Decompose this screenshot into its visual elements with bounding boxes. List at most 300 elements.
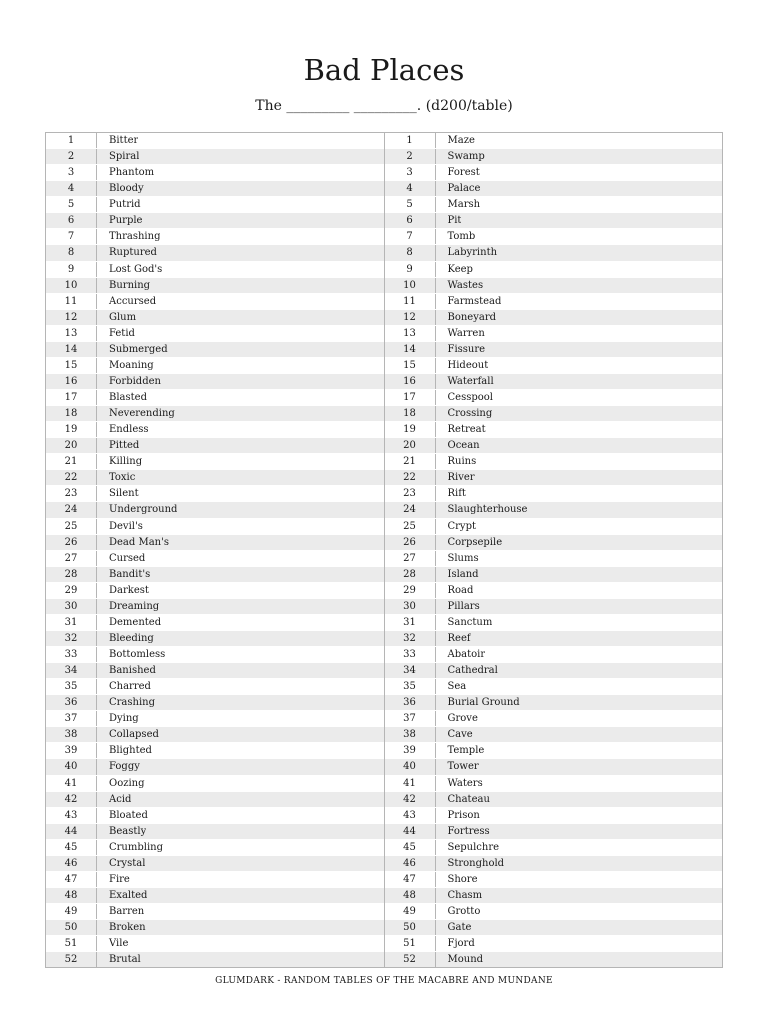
table-row (385, 326, 723, 342)
roll-number: 15 (46, 358, 97, 373)
roll-number: 40 (385, 759, 436, 774)
roll-result: Killing (109, 456, 143, 468)
roll-result: Devil's (109, 520, 143, 532)
roll-number: 22 (385, 470, 436, 485)
roll-number: 29 (46, 583, 97, 598)
roll-number: 42 (46, 792, 97, 807)
table-row (385, 888, 723, 904)
roll-result: Island (447, 568, 479, 580)
roll-number: 23 (46, 486, 97, 501)
roll-number: 11 (46, 294, 97, 309)
table-row (46, 406, 384, 422)
roll-number: 10 (385, 278, 436, 293)
table-row (385, 374, 723, 390)
roll-result: Underground (109, 504, 178, 516)
roll-number: 46 (385, 856, 436, 871)
roll-number: 41 (385, 776, 436, 791)
table-row (385, 936, 723, 952)
roll-result: Forbidden (109, 375, 161, 387)
roll-number: 28 (385, 567, 436, 582)
roll-number: 19 (385, 422, 436, 437)
roll-result: Grove (447, 713, 478, 725)
table-row (385, 904, 723, 920)
table-row (46, 759, 384, 775)
roll-result: Collapsed (109, 729, 159, 741)
roll-result: Lost God's (109, 263, 163, 275)
roll-number: 4 (385, 181, 436, 196)
table-row (46, 727, 384, 743)
roll-number: 26 (46, 535, 97, 550)
roll-number: 38 (385, 727, 436, 742)
roll-number: 17 (385, 390, 436, 405)
table-row (385, 695, 723, 711)
table-row (46, 615, 384, 631)
roll-result: Crumbling (109, 841, 163, 853)
table-row (385, 759, 723, 775)
roll-number: 7 (46, 229, 97, 244)
roll-number: 20 (46, 438, 97, 453)
roll-result: Darkest (109, 584, 149, 596)
roll-result: Cathedral (447, 665, 498, 677)
roll-result: Neverending (109, 408, 175, 420)
roll-result: Retreat (447, 424, 486, 436)
roll-number: 30 (385, 599, 436, 614)
roll-result: Pit (447, 215, 462, 227)
table-row (46, 952, 384, 967)
table-row (385, 856, 723, 872)
table-row (385, 583, 723, 599)
table-row (385, 567, 723, 583)
table-row (385, 278, 723, 294)
roll-result: Mound (447, 954, 484, 966)
roll-number: 1 (385, 133, 436, 148)
roll-result: Brutal (109, 954, 141, 966)
roll-number: 40 (46, 759, 97, 774)
roll-result: River (447, 472, 475, 484)
table-row (46, 567, 384, 583)
table-row (385, 422, 723, 438)
roll-result: Blasted (109, 392, 147, 404)
roll-number: 13 (46, 326, 97, 341)
roll-result: Dead Man's (109, 536, 169, 548)
roll-number: 47 (46, 872, 97, 887)
roll-result: Farmstead (447, 295, 502, 307)
roll-result: Fortress (447, 825, 490, 837)
roll-number: 26 (385, 535, 436, 550)
roll-number: 21 (46, 454, 97, 469)
table-row (46, 181, 384, 197)
roll-result: Oozing (109, 777, 145, 789)
table-row (46, 438, 384, 454)
table-row (46, 262, 384, 278)
roll-result: Stronghold (447, 857, 505, 869)
roll-number: 20 (385, 438, 436, 453)
roll-result: Temple (447, 745, 485, 757)
roll-result: Toxic (109, 472, 136, 484)
roll-result: Waterfall (447, 375, 494, 387)
roll-number: 32 (46, 631, 97, 646)
roll-result: Slaughterhouse (447, 504, 528, 516)
table-row (46, 454, 384, 470)
table-row (385, 502, 723, 518)
roll-result: Bleeding (109, 632, 154, 644)
roll-result: Beastly (109, 825, 147, 837)
table-row (385, 358, 723, 374)
table-row (46, 535, 384, 551)
table-row (385, 213, 723, 229)
roll-result: Maze (447, 135, 475, 147)
roll-result: Palace (447, 183, 481, 195)
table-row (46, 824, 384, 840)
table-row (46, 679, 384, 695)
roll-number: 39 (46, 743, 97, 758)
roll-number: 19 (46, 422, 97, 437)
roll-result: Reef (447, 632, 471, 644)
table-row (385, 535, 723, 551)
roll-result: Ruptured (109, 247, 157, 259)
table-row (46, 165, 384, 181)
roll-number: 31 (385, 615, 436, 630)
roll-number: 43 (385, 808, 436, 823)
roll-result: Ruins (447, 456, 477, 468)
roll-result: Rift (447, 488, 466, 500)
roll-number: 37 (46, 711, 97, 726)
table-row (46, 197, 384, 213)
roll-result: Exalted (109, 889, 148, 901)
roll-result: Accursed (109, 295, 157, 307)
table-row (385, 920, 723, 936)
roll-number: 24 (46, 502, 97, 517)
roll-result: Fire (109, 873, 130, 885)
roll-result: Bottomless (109, 649, 166, 661)
roll-result: Ocean (447, 440, 480, 452)
table-row (385, 952, 723, 967)
table-row (46, 743, 384, 759)
roll-result: Dreaming (109, 600, 160, 612)
roll-number: 41 (46, 776, 97, 791)
roll-number: 24 (385, 502, 436, 517)
roll-result: Purple (109, 215, 143, 227)
roll-number: 2 (46, 149, 97, 164)
roll-number: 48 (385, 888, 436, 903)
table-row (46, 519, 384, 535)
roll-result: Putrid (109, 199, 141, 211)
roll-number: 23 (385, 486, 436, 501)
table-row (46, 342, 384, 358)
roll-number: 45 (385, 840, 436, 855)
roll-result: Silent (109, 488, 139, 500)
table-row (385, 229, 723, 245)
roll-number: 15 (385, 358, 436, 373)
table-row (385, 599, 723, 615)
table-row (385, 165, 723, 181)
roll-number: 51 (46, 936, 97, 951)
table-row (385, 197, 723, 213)
roll-number: 34 (46, 663, 97, 678)
roll-number: 27 (385, 551, 436, 566)
table-row (385, 454, 723, 470)
table-row (46, 840, 384, 856)
roll-number: 47 (385, 872, 436, 887)
roll-result: Crypt (447, 520, 477, 532)
roll-number: 17 (46, 390, 97, 405)
roll-number: 34 (385, 663, 436, 678)
roll-number: 45 (46, 840, 97, 855)
roll-number: 10 (46, 278, 97, 293)
table-row (46, 422, 384, 438)
table-row (46, 486, 384, 502)
table-row (385, 390, 723, 406)
roll-result: Vile (109, 938, 129, 950)
roll-result: Charred (109, 681, 151, 693)
roll-number: 42 (385, 792, 436, 807)
roll-number: 18 (385, 406, 436, 421)
roll-result: Hideout (447, 359, 489, 371)
roll-number: 43 (46, 808, 97, 823)
roll-number: 33 (46, 647, 97, 662)
roll-number: 13 (385, 326, 436, 341)
roll-result: Broken (109, 922, 146, 934)
roll-result: Sepulchre (447, 841, 500, 853)
table-row (385, 840, 723, 856)
roll-result: Thrashing (109, 231, 161, 243)
table-row (46, 920, 384, 936)
roll-result: Marsh (447, 199, 481, 211)
table-row (385, 149, 723, 165)
roll-number: 49 (46, 904, 97, 919)
roll-result: Warren (447, 327, 485, 339)
table-row (385, 631, 723, 647)
roll-result: Bloated (109, 809, 148, 821)
table-row (385, 133, 723, 149)
roll-number: 5 (385, 197, 436, 212)
table-row (385, 776, 723, 792)
roll-result: Waters (447, 777, 483, 789)
table-row (385, 245, 723, 261)
roll-number: 36 (46, 695, 97, 710)
roll-number: 27 (46, 551, 97, 566)
table-row (46, 647, 384, 663)
table-row (385, 438, 723, 454)
roll-number: 25 (46, 519, 97, 534)
table-row (46, 502, 384, 518)
roll-result: Sanctum (447, 616, 493, 628)
roll-number: 8 (385, 245, 436, 260)
roll-number: 50 (385, 920, 436, 935)
table-row (46, 245, 384, 261)
roll-number: 1 (46, 133, 97, 148)
table-row (385, 679, 723, 695)
roll-result: Sea (447, 681, 467, 693)
table-row (385, 824, 723, 840)
roll-number: 14 (385, 342, 436, 357)
roll-result: Acid (109, 793, 132, 805)
table-row (46, 695, 384, 711)
table-row (46, 390, 384, 406)
roll-number: 48 (46, 888, 97, 903)
table-row (46, 711, 384, 727)
roll-result: Swamp (447, 151, 485, 163)
roll-number: 38 (46, 727, 97, 742)
table-row (46, 374, 384, 390)
roll-number: 9 (385, 262, 436, 277)
table-row (385, 872, 723, 888)
table-row (46, 599, 384, 615)
roll-result: Slums (447, 552, 479, 564)
table-row (385, 711, 723, 727)
roll-result: Bitter (109, 135, 139, 147)
roll-result: Road (447, 584, 474, 596)
table-row (46, 278, 384, 294)
roll-result: Dying (109, 713, 139, 725)
roll-tables (45, 132, 723, 968)
roll-number: 44 (46, 824, 97, 839)
table-row (385, 647, 723, 663)
roll-number: 9 (46, 262, 97, 277)
roll-number: 51 (385, 936, 436, 951)
roll-result: Barren (109, 906, 145, 918)
table-row (385, 342, 723, 358)
table-row (46, 631, 384, 647)
table-row (46, 326, 384, 342)
roll-number: 33 (385, 647, 436, 662)
roll-number: 50 (46, 920, 97, 935)
table-row (46, 872, 384, 888)
roll-result: Prison (447, 809, 480, 821)
table-row (385, 663, 723, 679)
roll-result: Crossing (447, 408, 493, 420)
table-row (46, 213, 384, 229)
roll-number: 2 (385, 149, 436, 164)
roll-number: 12 (385, 310, 436, 325)
roll-number: 39 (385, 743, 436, 758)
roll-number: 8 (46, 245, 97, 260)
roll-number: 21 (385, 454, 436, 469)
page-footer: GLUMDARK - RANDOM TABLES OF THE MACABRE AND MUNDANE (215, 976, 553, 986)
roll-number: 52 (385, 952, 436, 967)
table-row (385, 406, 723, 422)
table-row (385, 792, 723, 808)
roll-result: Bloody (109, 183, 144, 195)
roll-number: 35 (46, 679, 97, 694)
table-row (46, 149, 384, 165)
table-row (385, 519, 723, 535)
roll-number: 28 (46, 567, 97, 582)
roll-number: 29 (385, 583, 436, 598)
roll-result: Fjord (447, 938, 475, 950)
roll-result: Shore (447, 873, 478, 885)
roll-result: Grotto (447, 906, 481, 918)
roll-result: Spiral (109, 151, 140, 163)
roll-number: 25 (385, 519, 436, 534)
roll-number: 16 (385, 374, 436, 389)
roll-result: Moaning (109, 359, 154, 371)
roll-result: Chateau (447, 793, 490, 805)
table-row (46, 936, 384, 952)
roll-number: 5 (46, 197, 97, 212)
table-row (46, 470, 384, 486)
roll-number: 4 (46, 181, 97, 196)
roll-number: 37 (385, 711, 436, 726)
roll-number: 36 (385, 695, 436, 710)
roll-number: 32 (385, 631, 436, 646)
table-row (46, 133, 384, 149)
roll-number: 35 (385, 679, 436, 694)
table-row (385, 181, 723, 197)
roll-result: Banished (109, 665, 156, 677)
table-row (46, 888, 384, 904)
roll-result: Cave (447, 729, 473, 741)
roll-result: Submerged (109, 343, 168, 355)
roll-result: Forest (447, 167, 480, 179)
table-row (46, 229, 384, 245)
roll-result: Keep (447, 263, 473, 275)
roll-number: 6 (46, 213, 97, 228)
roll-number: 11 (385, 294, 436, 309)
roll-number: 3 (46, 165, 97, 180)
table-row (385, 727, 723, 743)
roll-number: 16 (46, 374, 97, 389)
table-row (46, 808, 384, 824)
roll-number: 46 (46, 856, 97, 871)
table-row (385, 486, 723, 502)
roll-number: 49 (385, 904, 436, 919)
roll-result: Endless (109, 424, 149, 436)
table-row (46, 856, 384, 872)
adjective-table (46, 133, 384, 967)
table-row (385, 470, 723, 486)
roll-result: Fetid (109, 327, 135, 339)
roll-result: Boneyard (447, 311, 497, 323)
roll-result: Labyrinth (447, 247, 498, 259)
table-row (46, 792, 384, 808)
roll-result: Cesspool (447, 392, 493, 404)
roll-result: Glum (109, 311, 137, 323)
roll-result: Wastes (447, 279, 484, 291)
roll-result: Pillars (447, 600, 480, 612)
table-row (385, 262, 723, 278)
roll-result: Pitted (109, 440, 140, 452)
table-row (385, 551, 723, 567)
roll-result: Phantom (109, 167, 155, 179)
roll-result: Fissure (447, 343, 486, 355)
roll-result: Chasm (447, 889, 483, 901)
roll-result: Crystal (109, 857, 146, 869)
roll-result: Crashing (109, 697, 156, 709)
table-row (385, 808, 723, 824)
roll-number: 52 (46, 952, 97, 967)
roll-result: Corpsepile (447, 536, 503, 548)
roll-number: 12 (46, 310, 97, 325)
roll-result: Burning (109, 279, 151, 291)
table-row (385, 294, 723, 310)
roll-number: 7 (385, 229, 436, 244)
roll-result: Tomb (447, 231, 476, 243)
roll-result: Burial Ground (447, 697, 520, 709)
roll-number: 14 (46, 342, 97, 357)
roll-result: Abatoir (447, 649, 486, 661)
roll-result: Demented (109, 616, 162, 628)
roll-number: 18 (46, 406, 97, 421)
roll-result: Tower (447, 761, 479, 773)
table-row (46, 583, 384, 599)
roll-number: 22 (46, 470, 97, 485)
roll-result: Bandit's (109, 568, 151, 580)
page-title: Bad Places (303, 53, 465, 87)
roll-result: Blighted (109, 745, 152, 757)
table-row (46, 358, 384, 374)
table-row (385, 310, 723, 326)
